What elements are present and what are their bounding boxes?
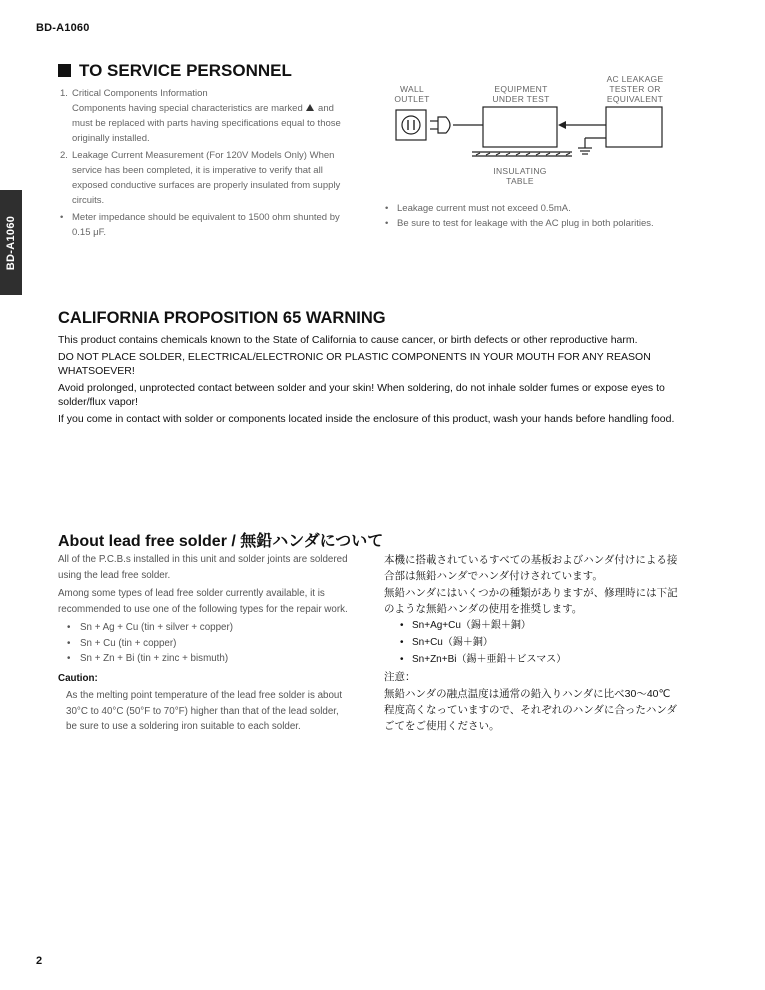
solder-type-item-jp: • Sn+Ag+Cu（錫＋銀＋銅） (384, 618, 679, 634)
caution-text-jp: 無鉛ハンダの融点温度は通常の鉛入りハンダに比べ30～40℃程度高くなっていますので、それぞれのハンダに合ったハンダごてをご使用ください。 (384, 688, 677, 732)
lead-free-heading: About lead free solder / 無鉛ハンダについて (58, 533, 384, 550)
caution-text: As the melting point temperature of the lead free solder is about 30°C to 40°C (50°F to 70°F) higher than that of the lead solder, be sure to use a soldering iron suitable to each solder. (66, 690, 343, 732)
solder-type-item: • Sn + Cu (tin + copper) (58, 636, 350, 652)
service-item-2: 2. Leakage Current Measurement (For 120V Models Only) When service has been completed, it is imperative to verify that all exposed conductive surfaces are properly insulated from supply circuits. (60, 150, 341, 206)
proposition-paragraph: This product contains chemicals known to the State of California to cause cancer, or birth defects or other reproductive harm. (58, 334, 638, 346)
page-number: 2 (36, 955, 43, 967)
lead-free-english (58, 552, 350, 738)
proposition-paragraph: DO NOT PLACE SOLDER, ELECTRICAL/ELECTRONIC OR PLASTIC COMPONENTS IN YOUR MOUTH FOR ANY REASON WHATSOEVER! (58, 350, 651, 377)
leakage-note: • Leakage current must not exceed 0.5mA. (385, 201, 685, 216)
solder-type-item: • Sn + Ag + Cu (tin + silver + copper) (58, 620, 350, 636)
warning-triangle-icon (306, 104, 314, 111)
leakage-test-diagram (380, 74, 690, 194)
caution-label: Caution: (58, 672, 98, 684)
lead-jp-paragraph: 無鉛ハンダにはいくつかの種類がありますが、修理時には下記のような無鉛ハンダの使用を推奨します。 (384, 587, 678, 615)
lead-en-paragraph: All of the P.C.B.s installed in this unit and solder joints are soldered using the lead free solder. (58, 554, 348, 581)
tester-label: AC LEAKAGE TESTER OR EQUIVALENT (606, 74, 664, 104)
service-item-3: • Meter impedance should be equivalent to 1500 ohm shunted by 0.15 μF. (60, 212, 340, 238)
insulating-table-label: INSULATING TABLE (493, 166, 547, 186)
side-tab (0, 190, 22, 295)
service-instructions (60, 86, 350, 242)
solder-type-item: • Sn + Zn + Bi (tin + zinc + bismuth) (58, 651, 350, 667)
proposition-paragraph: Avoid prolonged, unprotected contact between solder and your skin! When soldering, do not inhale solder fumes or expose eyes to solder/flux vapor! (58, 381, 665, 408)
caution-label-jp: 注意： (384, 671, 416, 683)
solder-type-item-jp: • Sn+Zn+Bi（錫＋亜鉛＋ビスマス） (384, 652, 679, 668)
proposition-heading: CALIFORNIA PROPOSITION 65 WARNING (58, 309, 386, 327)
lead-jp-paragraph: 本機に搭載されているすべての基板およびハンダ付けによる接合部は無鉛ハンダでハンダ付けされています。 (384, 554, 678, 582)
service-heading (58, 61, 292, 81)
side-tab-label: BD-A1060 (5, 215, 17, 270)
square-bullet-icon (58, 64, 71, 77)
wall-outlet-label: WALL OUTLET (394, 84, 430, 104)
leakage-note: • Be sure to test for leakage with the AC plug in both polarities. (385, 216, 685, 231)
model-header: BD-A1060 (36, 22, 90, 34)
service-item-1: 1. Critical Components Information Components having special characteristics are marked and must be replaced with parts having specifications equal to those originally installed. (60, 88, 341, 144)
service-title: TO SERVICE PERSONNEL (79, 61, 292, 80)
solder-type-item-jp: • Sn+Cu（錫＋銅） (384, 635, 679, 651)
proposition-paragraph: If you come in contact with solder or components located inside the enclosure of this product, wash your hands before handling food. (58, 412, 675, 425)
lead-en-paragraph: Among some types of lead free solder currently available, it is recommended to use one of the following types for the repair work. (58, 588, 348, 615)
lead-free-japanese (384, 552, 679, 735)
leakage-notes (385, 201, 685, 231)
proposition-body (58, 333, 676, 428)
equipment-label: EQUIPMENT UNDER TEST (492, 84, 550, 104)
